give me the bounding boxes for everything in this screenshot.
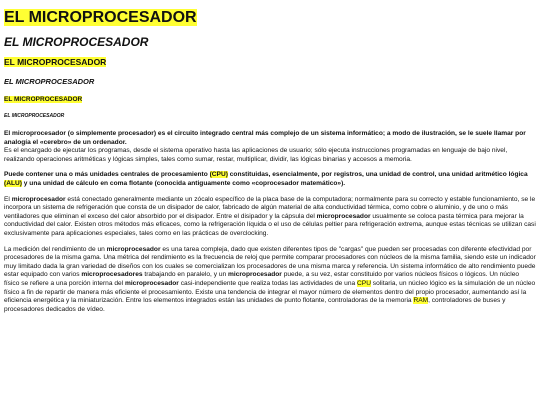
- performance-text-5: solitaria, un núcleo lógico es la simulación de un núcleo físico a fin de repartir de manera más eficiente el procesamiento. Existe una tendencia de integrar el mayor número de elementos dentro del propio procesador, aumentando así la eficiencia energética y la miniaturización. Entre los elementos integrados están las unidades de punto flotante, controladoras de la memoria: [4, 279, 536, 305]
- mounting-paragraph: El microprocesador está conectado generalmente mediante un zócalo específico de la placa base de la computadora; normalmente para su correcto y estable funcionamiento, se le incorpora un sistema de refrigeración que consta de un disipador de calor, fabricado de algún material de alta conductividad térmica, como cobre o aluminio, y de uno o más ventiladores que eliminan el exceso del calor absorbido por el disipador. Entre el disipador y la cápsula del microprocesador usualmente se coloca pasta térmica para mejorar la conductividad del calor. Existen otros métodos más eficaces, como la refrigeración líquida o el uso de células peltier para refrigeración extrema, aunque estas técnicas se utilizan casi exclusivamente para aplicaciones especiales, tales como en las prácticas de overclocking.: [4, 195, 536, 237]
- units-text-b: constituidas, esencialmente, por registros, una unidad de control, una unidad aritmético lógica: [229, 171, 528, 179]
- units-paragraph: [4, 171, 536, 188]
- performance-text-3: puede, a su vez, estar constituido por varios núcleos físicos o lógicos. Un núcleo físico se refiere a una porción interna del: [4, 271, 520, 287]
- keyword-microprocesador: microprocesador: [316, 212, 371, 220]
- performance-text-0: La medición del rendimiento de un: [4, 245, 105, 253]
- heading-4: EL MICROPROCESADOR: [4, 77, 95, 86]
- heading-5: [4, 95, 536, 104]
- alu-highlight: (ALU): [4, 179, 22, 187]
- keyword-microprocesador: microprocesador: [124, 279, 179, 287]
- performance-paragraph: [4, 246, 536, 315]
- intro-paragraph: [4, 130, 536, 164]
- heading-6: EL MICROPROCESADOR: [4, 113, 65, 119]
- units-text-c: y una unidad de cálculo en coma flotante (conocida antiguamente como «coprocesador matemático»).: [23, 179, 346, 187]
- heading-1: [4, 9, 536, 27]
- heading-2: EL MICROPROCESADOR: [4, 35, 149, 49]
- intro-normal-text: Es el encargado de ejecutar los programas, desde el sistema operativo hasta las aplicaciones de usuario; sólo ejecuta instrucciones programadas en lenguaje de bajo nivel, realizando operaciones aritméticas y lógicas simples, tales como sumar, restar, multiplicar, dividir, las lógicas binarias y accesos a memoria.: [4, 147, 508, 163]
- heading-5-text: EL MICROPROCESADOR: [4, 96, 83, 103]
- keyword-microprocesador: microprocesador: [228, 271, 282, 279]
- cpu-highlight: (CPU): [209, 171, 228, 179]
- units-text-a: Puede contener una o más unidades centrales de procesamiento: [4, 171, 208, 179]
- ram-highlight: RAM: [413, 297, 429, 305]
- intro-bold-text: El microprocesador (o simplemente procesador) es el circuito integrado central más complejo de un sistema informático; a modo de ilustración, se le suele llamar por analogía el «cerebro» de un ordenador.: [4, 130, 526, 146]
- heading-3-text: EL MICROPROCESADOR: [4, 57, 107, 67]
- mounting-text-2: usualmente se coloca pasta térmica para mejorar la conductividad del calor. Existen otros métodos más eficaces, como la refrigeración líquida o el uso de células peltier para refrigeración extrema, aunque estas técnicas se utilizan casi exclusivamente para aplicaciones especiales, tales como en las prácticas de overclocking.: [4, 212, 536, 237]
- performance-text-4: casi-independiente que realiza todas las actividades de una: [180, 279, 356, 287]
- performance-text-6: , controladores de buses y procesadores dedicados de vídeo.: [4, 297, 506, 313]
- performance-text-2: trabajando en paralelo, y un: [144, 271, 227, 279]
- heading-3: [4, 57, 536, 68]
- keyword-microprocesador: microprocesador: [106, 245, 161, 253]
- keyword-microprocesador: microprocesador: [11, 195, 66, 203]
- heading-1-text: EL MICROPROCESADOR: [4, 9, 197, 26]
- keyword-microprocesadores: microprocesadores: [81, 271, 143, 279]
- performance-text-1: es una tarea compleja, dado que existen diferentes tipos de "cargas" que pueden ser procesadas con diferente efectividad por procesadores de la misma gama. Una métrica del rendimiento es la frecuencia de reloj que permite comparar procesadores con núcleos de la misma familia, siendo este un indicador muy limitado dada la gran variedad de diseños con los cuales se comercializan los procesadores de una misma marca y referencia. Un sistema informático de alto rendimiento puede estar equipado con varios: [4, 245, 536, 279]
- mounting-text-1: está conectado generalmente mediante un zócalo específico de la placa base de la computadora; normalmente para su correcto y estable funcionamiento, se le incorpora un sistema de refrigeración que consta de un disipador de calor, fabricado de algún material de alta conductividad térmica, como cobre o aluminio, y de uno o más ventiladores que eliminan el exceso del calor absorbido por el disipador. Entre el disipador y la cápsula del: [4, 195, 536, 220]
- cpu-highlight-inline: CPU: [357, 279, 371, 287]
